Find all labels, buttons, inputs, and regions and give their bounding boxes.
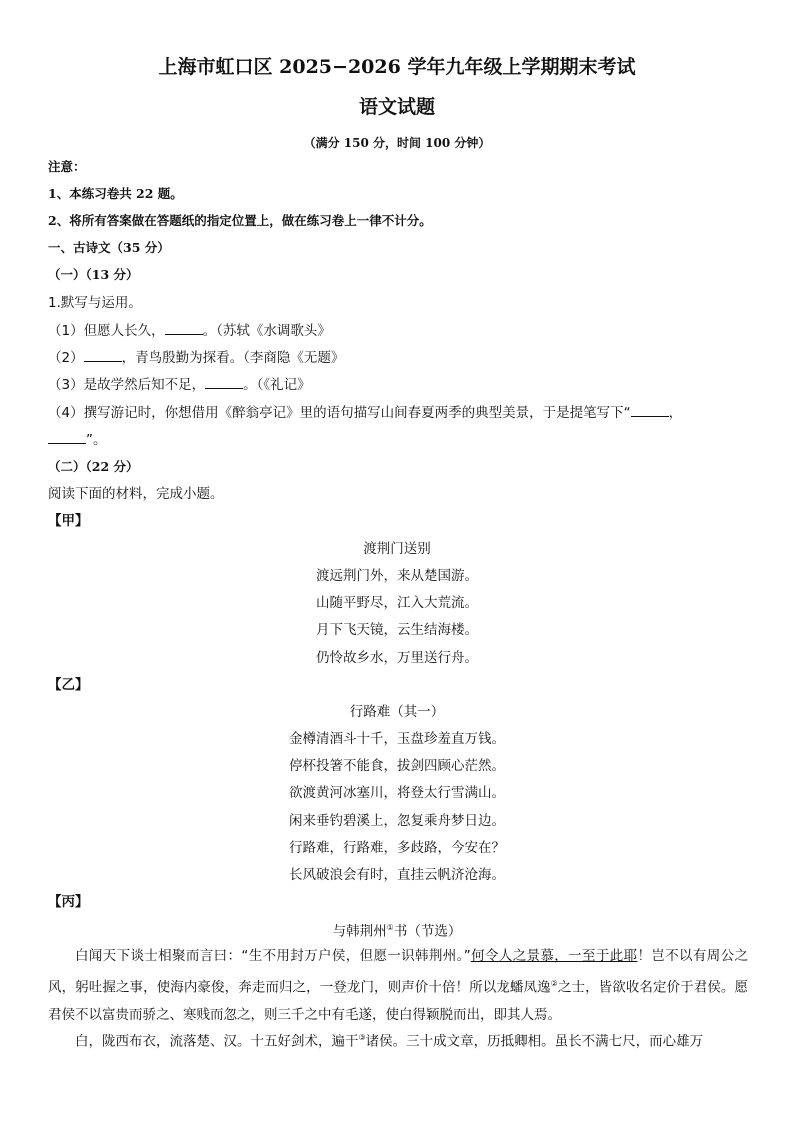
prose-text: ！岂不以有周公之风，躬吐握之事，使海内豪俊，奔走而归之，一登龙门，则声价十倍！所以龙蟠凤逸 [48, 948, 749, 996]
poem-yi-line: 长风破浪会有时，直挂云帆济沧海。 [289, 867, 505, 883]
section-heading: 一、古诗文（35 分） [48, 240, 170, 255]
poem-yi-title: 行路难（其一） [349, 704, 445, 720]
question-1-1 [48, 321, 331, 340]
poem-yi-line: 闲来垂钓碧溪上，忽复乘舟梦日边。 [289, 813, 505, 829]
label-jia: 【甲】 [48, 513, 89, 529]
poem-jia-line: 月下飞天镜，云生结海楼。 [316, 622, 478, 638]
reading-instruction: 阅读下面的材料，完成小题。 [48, 486, 224, 502]
exam-title: 上海市虹口区 2025−2026 学年九年级上学期期末考试 [158, 56, 636, 78]
question-1: 1.默写与运用。 [48, 295, 142, 311]
poem-jia-line: 渡远荆门外，来从楚国游。 [316, 568, 478, 584]
answer-blank[interactable] [48, 430, 86, 444]
q1-4-text-b: ， [668, 405, 683, 421]
q1-4-text-c: ”。 [86, 432, 107, 448]
question-1-4 [48, 403, 682, 422]
label-bing: 【丙】 [48, 894, 89, 910]
prose-title-text: 与韩荆州 [332, 923, 387, 940]
poem-yi-line: 行路难，行路难，多歧路，今安在？ [289, 840, 505, 856]
exam-meta: （满分 150 分，时间 100 分钟） [303, 136, 491, 150]
poem-yi-line: 欲渡黄河冰塞川，将登太行雪满山。 [289, 785, 505, 801]
answer-blank[interactable] [205, 375, 243, 389]
question-1-4-cont [48, 430, 107, 449]
part-heading-2: （二）（22 分） [48, 459, 139, 474]
poem-jia-line: 山随平野尽，江入大荒流。 [316, 595, 478, 611]
notice-item-2: 2、将所有答案做在答题纸的指定位置上，做在练习卷上一律不计分。 [48, 213, 432, 228]
q1-2-text-b: ，青鸟殷勤为探看。（李商隐《无题》 [121, 350, 345, 366]
prose-text: 之士，皆欲收名定价于君侯。愿君侯不以富贵而骄之、寒贱而忽之，则三千之中有毛遂，使白得颖脱而出，即其人焉。 [48, 979, 749, 1023]
notice-item-1: 1、本练习卷共 22 题。 [48, 186, 183, 201]
poem-yi-line: 停杯投箸不能食，拔剑四顾心茫然。 [289, 758, 505, 774]
q1-3-text-a: （3）是故学然后知不足， [48, 377, 206, 393]
notice-label: 注意： [48, 159, 86, 174]
part-heading-1: （一）（13 分） [48, 267, 139, 282]
q1-2-text-a: （2） [48, 350, 84, 366]
poem-yi-line: 金樽清酒斗十千，玉盘珍羞直万钱。 [289, 731, 505, 747]
exam-subtitle: 语文试题 [358, 96, 435, 118]
poem-jia-title: 渡荆门送别 [363, 541, 431, 557]
q1-1-text-a: （1）但愿人长久， [48, 323, 165, 339]
prose-paragraph-1 [48, 943, 748, 1029]
answer-blank[interactable] [165, 321, 203, 335]
footnote-marker: ② [550, 979, 558, 988]
answer-blank[interactable] [84, 348, 122, 362]
prose-text: 白，陇西布衣，流落楚、汉。十五好剑术，遍干 [75, 1033, 359, 1050]
prose-paragraph-2 [48, 1024, 748, 1056]
question-1-3 [48, 375, 311, 394]
q1-4-text-a: （4）撰写游记时，你想借用《醉翁亭记》里的语句描写山间春夏两季的典型美景，于是提笔写下“ [48, 405, 631, 421]
footnote-marker: ③ [358, 1033, 366, 1042]
label-yi: 【乙】 [48, 677, 89, 693]
footnote-marker: ① [386, 923, 394, 932]
q1-1-text-b: 。（苏轼《水调歌头》 [202, 323, 331, 339]
prose-text: 诸侯。三十成文章，历抵卿相。虽长不满七尺，而心雄万 [365, 1033, 704, 1050]
q1-3-text-b: 。（《礼记》 [243, 377, 311, 393]
underlined-sentence: 何令人之景慕，一至于此耶 [470, 948, 638, 964]
prose-bing-title [0, 919, 794, 941]
poem-jia-line: 仍怜故乡水，万里送行舟。 [316, 650, 478, 666]
question-1-2 [48, 348, 344, 367]
answer-blank[interactable] [631, 403, 669, 417]
prose-title-text: 书（节选） [393, 923, 462, 940]
prose-text: 白闻天下谈士相聚而言曰：“生不用封万户侯，但愿一识韩荆州。” [75, 948, 471, 964]
